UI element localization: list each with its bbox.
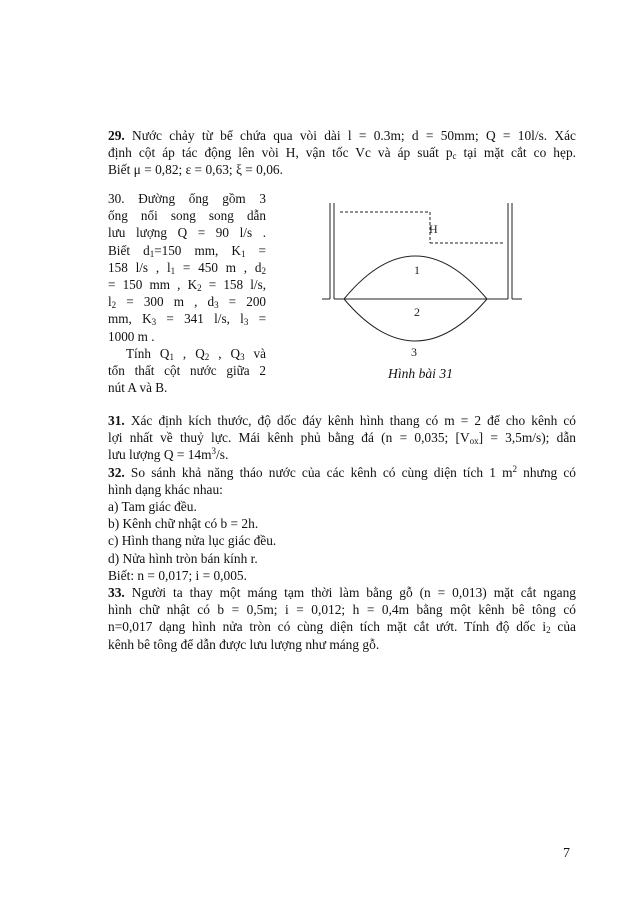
subscript: 2 (261, 265, 267, 276)
list-item: d) Nửa hình tròn bán kính r. (108, 550, 258, 566)
problem-30-line: tổn thất cột nước giữa 2 (108, 363, 266, 379)
subscript: 1 (169, 351, 174, 362)
text: , Q (209, 345, 241, 361)
problem-31-line-1 (108, 412, 576, 429)
problem-30-line: ống nối song song dẫn (108, 208, 266, 224)
text: 158 l/s , l (108, 259, 171, 275)
text: = 158 l/s, (201, 277, 266, 293)
problem-30-line (108, 293, 266, 310)
subscript: 1 (149, 248, 155, 259)
problem-33-line-2: hình chữ nhật có b = 0,5m; i = 0,012; h = 0,4m bằng một kênh bê tông có (108, 602, 576, 618)
label-pipe-2: 2 (414, 305, 420, 319)
text: và (244, 345, 267, 361)
problem-30-line: 30. Đường ống gồm 3 (108, 191, 266, 206)
problem-30-line (108, 345, 266, 362)
text: n=0,017 dạng hình nửa tròn có cùng diện tích mặt cắt ướt. Tính độ dốc i (108, 619, 547, 635)
problem-31-number: 31. (108, 413, 125, 428)
problem-30-line (108, 276, 266, 293)
text: = 450 m , d (175, 259, 262, 275)
problem-29-text-1: Nước chảy từ bể chứa qua vòi dài l = 0.3m; d = 50mm; Q = 10l/s. Xác (132, 128, 576, 143)
figure-caption: Hình bài 31 (388, 366, 453, 381)
text: =150 mm, K (154, 242, 241, 258)
problem-33-number: 33. (108, 585, 125, 601)
problem-32-number: 32. (108, 464, 125, 480)
text: l (108, 294, 112, 310)
list-item: b) Kênh chữ nhật có b = 2h. (108, 516, 259, 532)
text: Biết d (108, 242, 150, 258)
text: So sánh khả năng tháo nước của các kênh có cùng diện tích 1 m (124, 464, 513, 480)
text: = 341 l/s, l (156, 311, 244, 327)
text: /s. (216, 447, 229, 463)
pipe-diagram (300, 193, 540, 388)
text: = 300 m , d (116, 294, 215, 310)
subscript: 1 (240, 248, 246, 259)
problem-31-line-3 (108, 446, 576, 463)
superscript: 2 (512, 463, 518, 474)
subscript: 2 (197, 283, 202, 294)
problem-30-line (108, 310, 266, 327)
subscript: c (452, 151, 457, 162)
text: mm, K (108, 311, 152, 327)
problem-29-line-2 (108, 144, 576, 161)
text: Người ta thay một máng tạm thời làm bằng gỗ (n = 0,013) mặt cắt ngang (124, 585, 576, 601)
label-pipe-1: 1 (414, 263, 420, 277)
text: ] = 3,5m/s); dẫn (478, 430, 576, 446)
problem-29-number: 29. (108, 128, 125, 143)
subscript: 2 (546, 625, 551, 636)
subscript: 3 (240, 351, 245, 362)
text: = (245, 242, 266, 258)
text: = (248, 311, 267, 327)
problem-29 (108, 127, 576, 179)
problem-29-text-2b: tại mặt cắt co hẹp. (456, 145, 576, 161)
text: lưu lượng Q = 14m (108, 447, 212, 463)
problem-30-line: 1000 m . (108, 328, 155, 344)
list-item: c) Hình thang nửa lục giác đều. (108, 533, 277, 549)
text: của (550, 619, 576, 635)
subscript: 3 (243, 317, 249, 328)
superscript: 3 (211, 446, 217, 457)
problem-29-text-2: định cột áp tác động lên vòi H, vận tốc Vc và áp suất p (108, 145, 453, 161)
subscript: 3 (214, 300, 219, 311)
label-pipe-3: 3 (411, 345, 417, 359)
page-number: 7 (563, 846, 570, 861)
text: = 150 mm , K (108, 277, 198, 293)
list-item: a) Tam giác đều. (108, 499, 197, 515)
text: nhưng có (517, 464, 577, 480)
problem-33-line-3 (108, 618, 576, 635)
problem-32-given: Biết: n = 0,017; i = 0,005. (108, 567, 247, 583)
problem-30-line (108, 242, 266, 259)
subscript: ox (469, 436, 479, 447)
problem-30-line (108, 259, 266, 276)
subscript: 2 (204, 351, 210, 362)
problem-33-line-1 (108, 584, 576, 601)
text: Tính Q (126, 345, 170, 361)
problems-31-33 (108, 412, 576, 653)
problem-33-line-4: kênh bê tông để dẫn được lưu lượng như máng gỗ. (108, 636, 380, 652)
text: , Q (173, 345, 205, 361)
problem-29-line-3: Biết μ = 0,82; ε = 0,63; ξ = 0,06. (108, 162, 283, 178)
problem-32-line-2: hình dạng khác nhau: (108, 481, 223, 497)
subscript: 3 (151, 317, 157, 328)
subscript: 2 (111, 300, 117, 311)
text: Xác định kích thước, độ dốc đáy kênh hình thang có m = 2 để cho kênh có (124, 413, 576, 428)
text: lợi nhất về thuỷ lực. Mái kênh phủ bằng đá (n = 0,035; [V (108, 430, 470, 446)
problem-29-line-1 (108, 127, 576, 144)
problem-30-line: lưu lượng Q = 90 l/s . (108, 225, 266, 241)
problem-31-line-2 (108, 429, 576, 446)
subscript: 1 (170, 265, 176, 276)
problem-32-line-1 (108, 464, 576, 481)
text: = 200 (218, 294, 267, 310)
label-H: H (429, 222, 438, 236)
problem-30 (108, 190, 266, 396)
problem-30-line: nút A và B. (108, 380, 168, 396)
